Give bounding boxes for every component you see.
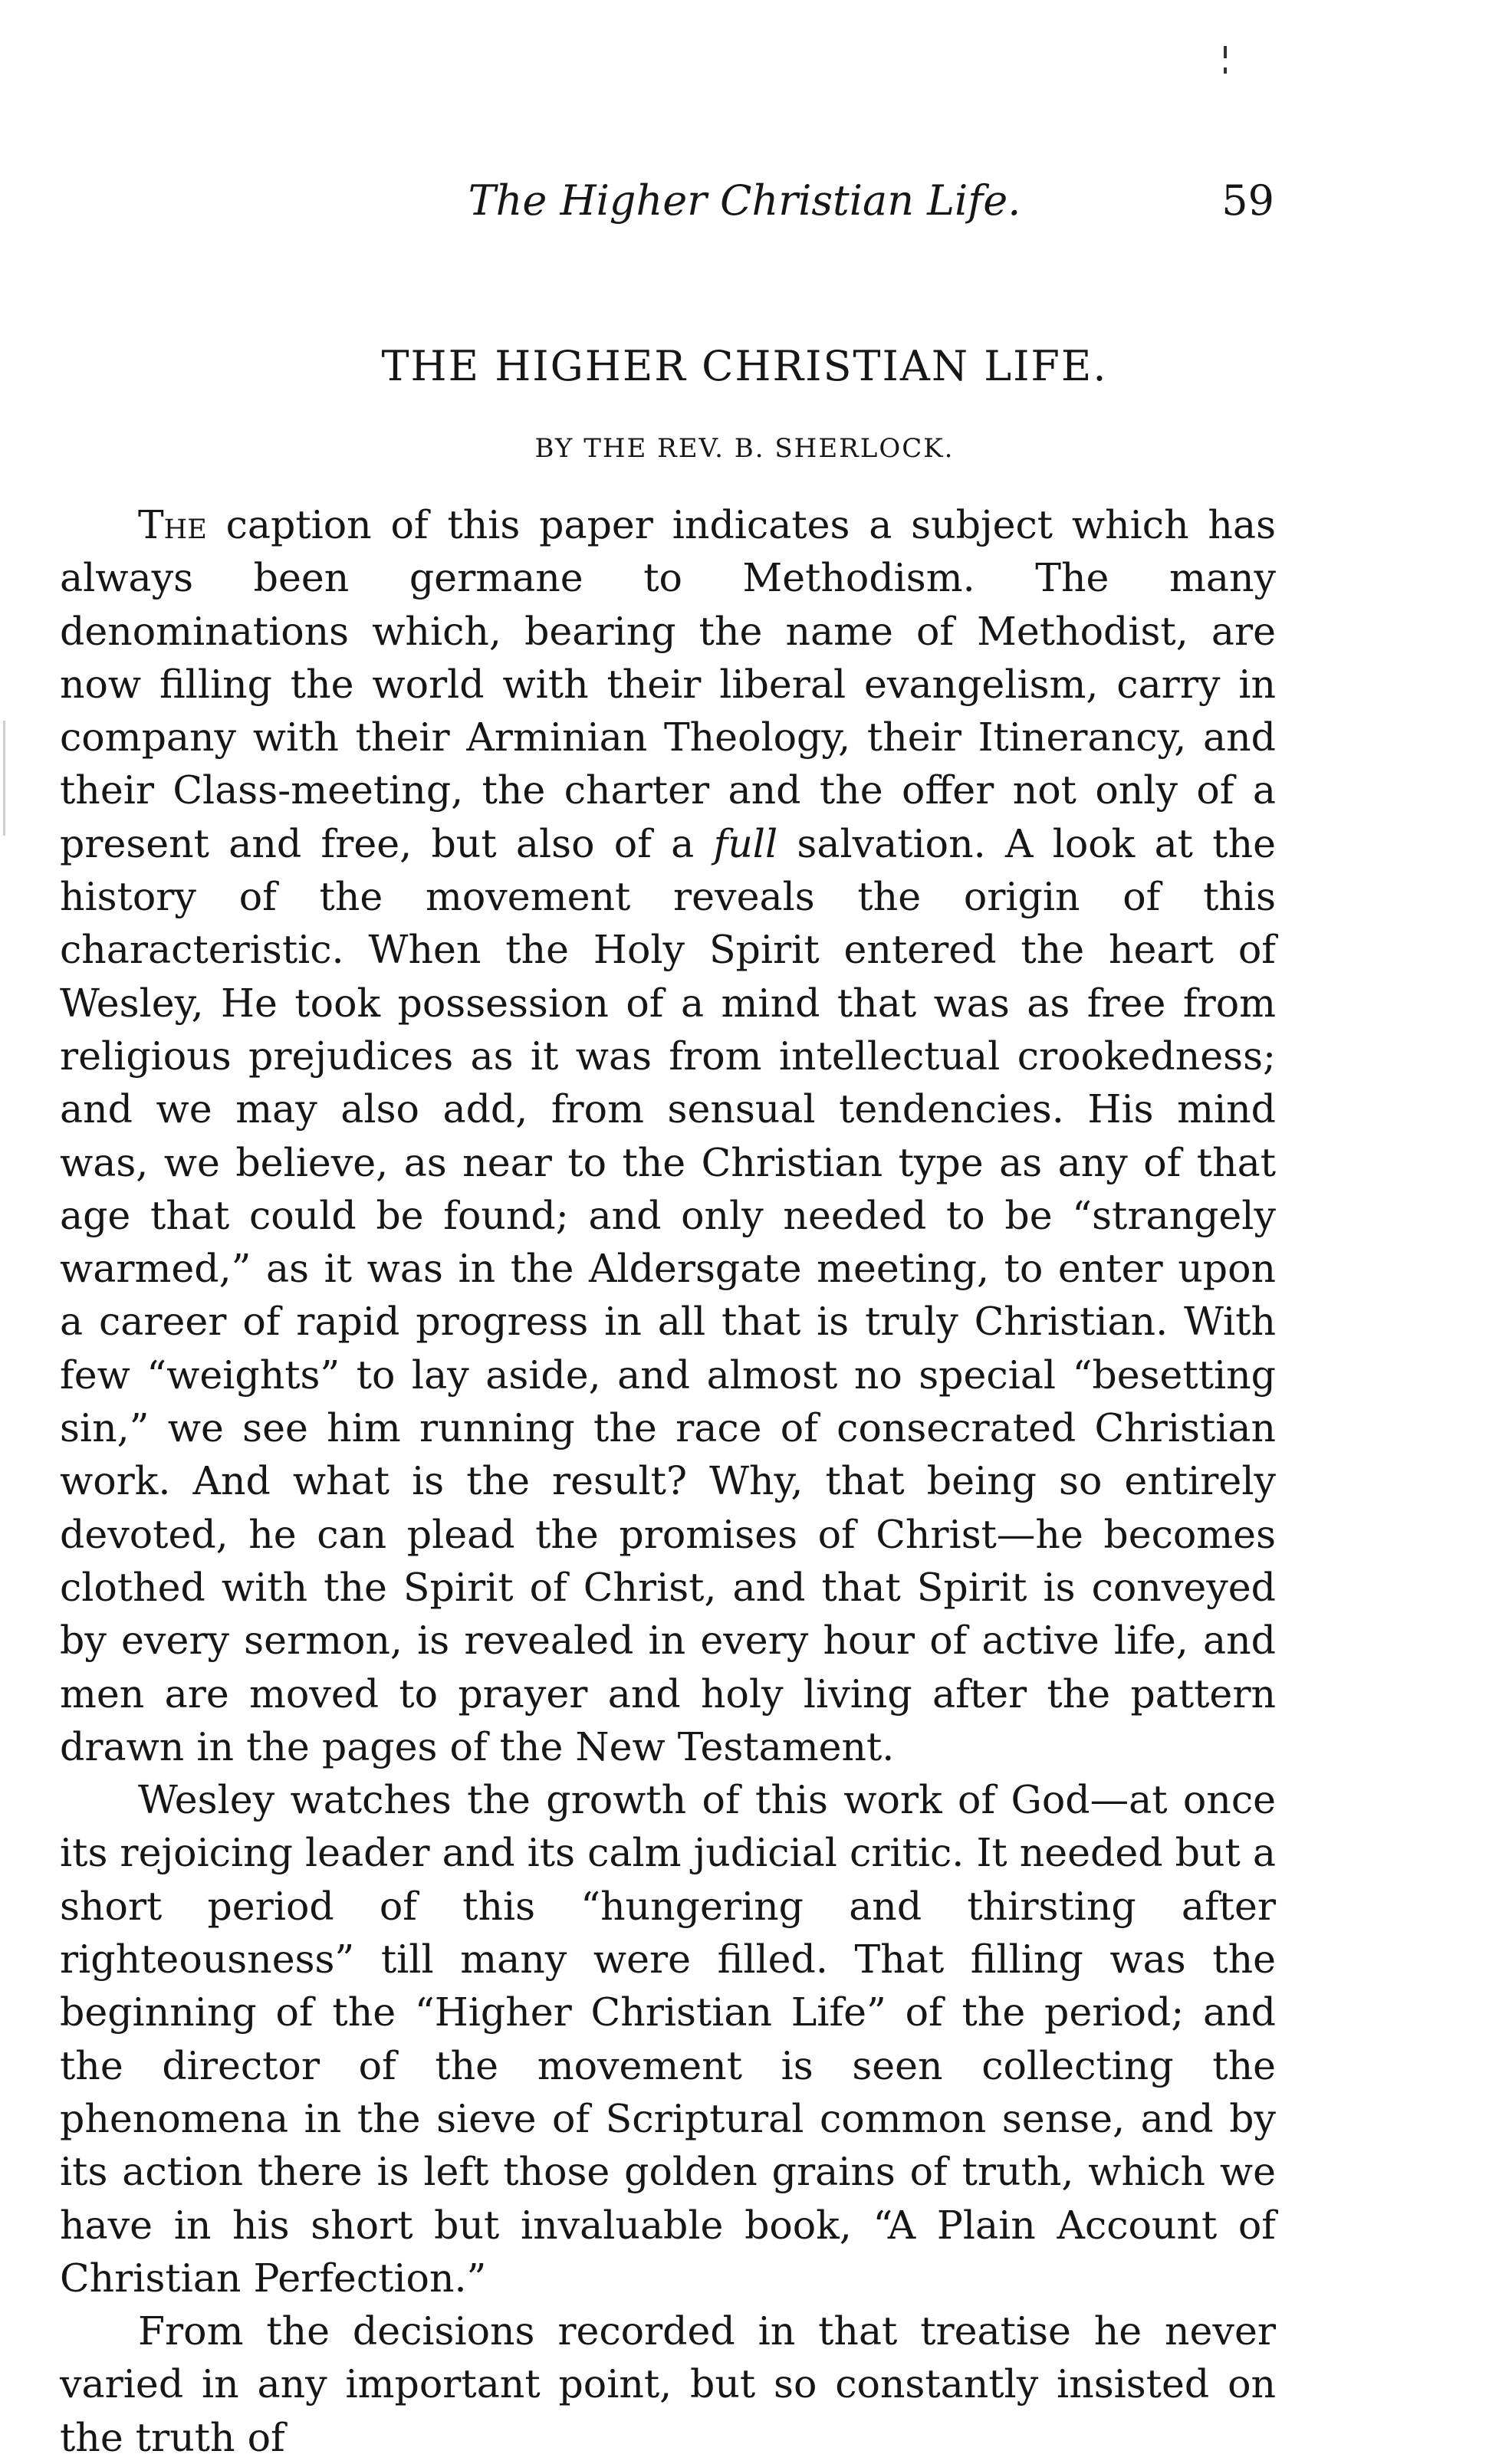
paragraph-1-emphasis: full [713, 820, 778, 866]
paragraph-3: From the decisions recorded in that treatise he never varied in any important point, but so constantly insisted on the truth of [60, 2308, 1276, 2460]
paragraph-1-text-a: caption of this paper indicates a subject which has always been germane to Methodism. The many denominations which, bearing the name of Methodist, are now filling the world with their liberal evangelism, carry in company with their Arminian Theology, their Itinerancy, and their Class-meeting, the charter and the offer not only of a present and free, but also of a [60, 502, 1276, 866]
running-title: The Higher Christian Life. [468, 176, 1021, 225]
print-speck [1224, 46, 1227, 58]
print-speck [3, 721, 5, 836]
print-speck [1224, 67, 1227, 74]
page-number: 59 [1221, 176, 1274, 225]
running-head [0, 170, 1489, 239]
paragraph-1-lead-word: The [138, 502, 207, 547]
article-title: THE HIGHER CHRISTIAN LIFE. [381, 342, 1108, 390]
article-body [60, 498, 1276, 2464]
article-byline: BY THE REV. B. SHERLOCK. [534, 433, 955, 464]
paragraph-1 [60, 498, 1276, 1773]
paragraph-2: Wesley watches the growth of this work of God—at once its rejoicing leader and its calm judicial critic. It needed but a short period of this “hungering and thirsting after righteousness” till many were filled. That filling was the beginning of the “Higher Christian Life” of the period; and the director of the movement is seen collecting the phenomena in the sieve of Scriptural common sense, and by its action there is left those golden grains of truth, which we have in his short but invaluable book, “A Plain Account of Christian Perfection.” [60, 1777, 1276, 2301]
paragraph-1-text-b: salvation. A look at the history of the movement reveals the origin of this characteristic. When the Holy Spirit entered the heart of Wesley, He took possession of a mind that was as free from religious prejudices as it was from intellectual crookedness; and we may also add, from sensual tendencies. His mind was, we believe, as near to the Christian type as any of that age that could be found; and only needed to be “strangely warmed,” as it was in the Aldersgate meeting, to enter upon a career of rapid progress in all that is truly Christian. With few “weights” to lay aside, and almost no special “besetting sin,” we see him running the race of consecrated Christian work. And what is the result? Why, that being so entirely devoted, he can plead the promises of Christ—he becomes clothed with the Spirit of Christ, and that Spirit is conveyed by every sermon, is revealed in every hour of active life, and men are moved to prayer and holy living after the pattern drawn in the pages of the New Testament. [60, 820, 1276, 1769]
